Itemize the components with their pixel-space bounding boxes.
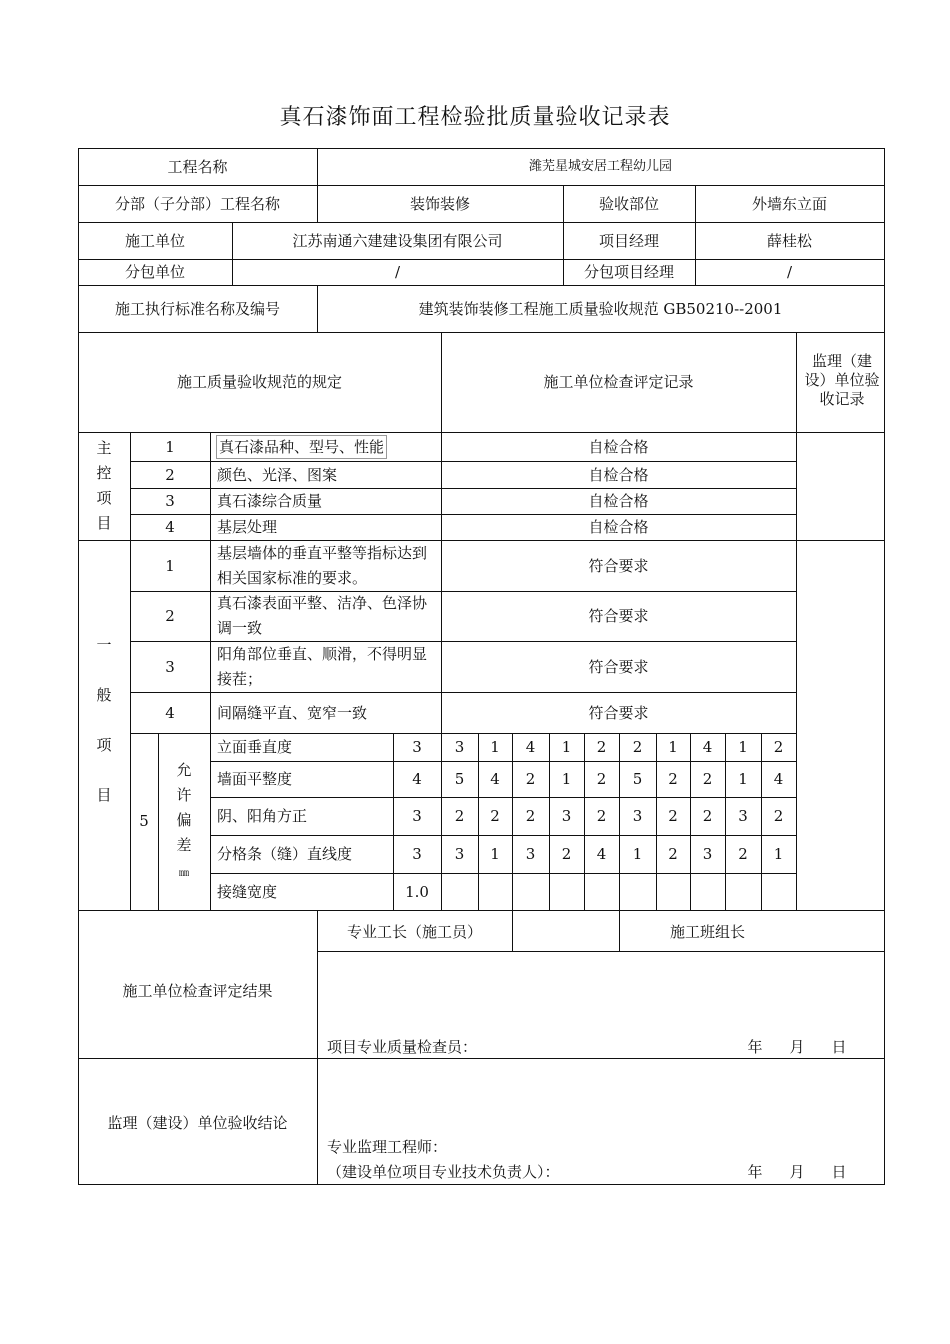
deviation-measured-value: 5 xyxy=(454,770,465,788)
deviation-measured-value: 2 xyxy=(738,845,748,863)
main-control-item-result: 自检合格 xyxy=(588,492,649,510)
project-name-value: 潍芜星城安居工程幼儿园 xyxy=(528,159,672,174)
deviation-measured-value: 1 xyxy=(561,770,572,788)
deviation-measured-value: 1 xyxy=(773,845,784,863)
date-day: 日 xyxy=(831,1038,847,1056)
general-item-no: 3 xyxy=(165,657,175,676)
deviation-measured-value: 3 xyxy=(454,845,465,863)
sub-manager-value: / xyxy=(786,263,793,281)
contractor-label: 施工单位 xyxy=(124,232,185,250)
date-month: 月 xyxy=(789,1038,805,1056)
date-year: 年 xyxy=(747,1038,763,1056)
grid-line xyxy=(130,733,797,734)
deviation-measured-value: 3 xyxy=(702,845,713,863)
deviation-row-name: 分格条（缝）直线度 xyxy=(217,845,353,863)
main-control-item-text: 颜色、光泽、图案 xyxy=(217,465,338,484)
main-control-item-no: 3 xyxy=(165,492,175,510)
main-control-item-result: 自检合格 xyxy=(588,465,649,484)
deviation-measured-value: 3 xyxy=(454,738,465,756)
main-control-item-result: 自检合格 xyxy=(588,518,649,536)
supervisor-conclusion-label: 监理（建设）单位验收结论 xyxy=(107,1114,288,1132)
grid-line xyxy=(210,432,211,734)
main-control-item-no: 1 xyxy=(165,437,175,456)
general-item-result: 符合要求 xyxy=(588,556,649,575)
deviation-measured-value: 2 xyxy=(596,807,607,825)
grid-line xyxy=(78,1184,885,1185)
sub-project-label: 分部（子分部）工程名称 xyxy=(114,195,280,213)
grid-line xyxy=(130,461,797,462)
grid-line xyxy=(78,148,885,149)
standard-label: 施工执行标准名称及编号 xyxy=(114,300,280,318)
deviation-measured-value: 3 xyxy=(525,845,536,863)
grid-line xyxy=(78,332,885,333)
grid-line xyxy=(317,951,885,952)
owner-representative-label: （建设单位项目专业技术负责人）： xyxy=(327,1163,560,1181)
deviation-measured-value: 4 xyxy=(525,738,536,756)
grid-line xyxy=(210,761,797,762)
subcontractor-value: / xyxy=(394,263,401,281)
deviation-row-name: 阴、阳角方正 xyxy=(217,807,308,825)
grid-line xyxy=(78,259,885,260)
deviation-measured-value: 2 xyxy=(668,845,678,863)
deviation-measured-value: 4 xyxy=(773,770,784,788)
grid-line xyxy=(78,285,885,286)
grid-line xyxy=(210,873,797,874)
allowed-deviation-label: 允许偏差 xyxy=(176,761,192,854)
general-item-text: 基层墙体的垂直平整等指标达到相关国家标准的要求。 xyxy=(217,543,428,587)
main-control-item-no: 4 xyxy=(165,518,175,536)
deviation-measured-value: 2 xyxy=(668,770,678,788)
deviation-measured-value: 2 xyxy=(525,807,536,825)
grid-line xyxy=(796,432,797,911)
main-control-item-text: 基层处理 xyxy=(217,518,278,536)
deviation-measured-value: 2 xyxy=(668,807,678,825)
deviation-measured-value: 3 xyxy=(561,807,572,825)
deviation-measured-value: 1 xyxy=(738,770,748,788)
general-item-no: 1 xyxy=(165,556,175,575)
deviation-measured-value: 2 xyxy=(596,770,607,788)
spec-column-header: 施工质量验收规范的规定 xyxy=(176,373,342,391)
deviation-measured-value: 1 xyxy=(561,738,572,756)
deviation-unit: ㎜ xyxy=(179,868,189,879)
deviation-measured-value: 2 xyxy=(632,738,643,756)
grid-line xyxy=(796,332,797,433)
general-items-label: 一般项目 xyxy=(96,636,112,804)
deviation-measured-value: 1 xyxy=(490,738,500,756)
main-control-label: 主控项目 xyxy=(96,439,112,532)
deviation-measured-value: 2 xyxy=(702,807,713,825)
deviation-allowed-value: 3 xyxy=(412,845,422,863)
standard-value: 建筑装饰装修工程施工质量验收规范 GB50210--2001 xyxy=(418,300,783,318)
contractor-result-label: 施工单位检查评定结果 xyxy=(122,982,273,1000)
deviation-allowed-value: 3 xyxy=(412,807,422,825)
deviation-measured-value: 2 xyxy=(773,738,784,756)
date-month: 月 xyxy=(789,1163,805,1181)
grid-line xyxy=(78,222,885,223)
grid-line xyxy=(78,185,885,186)
project-name-label: 工程名称 xyxy=(167,158,228,176)
deviation-item-no: 5 xyxy=(139,812,149,830)
manager-label: 项目经理 xyxy=(598,232,659,250)
grid-line xyxy=(78,1058,885,1059)
record-column-header: 施工单位检查评定记录 xyxy=(543,373,694,391)
deviation-measured-value: 4 xyxy=(702,738,713,756)
general-item-text: 真石漆表面平整、洁净、色泽协调一致 xyxy=(217,594,428,637)
grid-line xyxy=(130,488,797,489)
grid-line xyxy=(210,733,211,911)
supervisor-column-header: 监理（建设）单位验收记录 xyxy=(804,352,880,408)
manager-value: 薛桂松 xyxy=(766,232,812,250)
grid-line xyxy=(210,797,797,798)
sub-manager-label: 分包项目经理 xyxy=(583,263,674,281)
deviation-measured-value: 1 xyxy=(490,845,500,863)
grid-line xyxy=(130,692,797,693)
foreman-label: 专业工长（施工员） xyxy=(346,923,482,941)
main-control-item-text: 真石漆品种、型号、性能 xyxy=(219,437,385,456)
inspection-part-label: 验收部位 xyxy=(598,195,659,213)
deviation-row-name: 立面垂直度 xyxy=(217,738,293,756)
deviation-measured-value: 3 xyxy=(632,807,643,825)
grid-line xyxy=(130,514,797,515)
deviation-measured-value: 2 xyxy=(773,807,784,825)
deviation-measured-value: 2 xyxy=(525,770,536,788)
deviation-measured-value: 2 xyxy=(490,807,500,825)
contractor-value: 江苏南通六建建设集团有限公司 xyxy=(292,232,503,250)
general-item-result: 符合要求 xyxy=(588,703,649,722)
deviation-measured-value: 4 xyxy=(490,770,500,788)
grid-line xyxy=(210,835,797,836)
main-control-item-text: 真石漆综合质量 xyxy=(217,492,323,510)
general-item-text: 阳角部位垂直、顺滑，不得明显接茬； xyxy=(217,644,428,688)
general-item-result: 符合要求 xyxy=(588,607,649,625)
qc-inspector-label: 项目专业质量检查员： xyxy=(327,1038,478,1056)
sub-project-value: 装饰装修 xyxy=(409,195,470,213)
deviation-row-name: 接缝宽度 xyxy=(217,882,278,901)
deviation-measured-value: 1 xyxy=(738,738,748,756)
deviation-allowed-value: 4 xyxy=(412,770,422,788)
date-day: 日 xyxy=(831,1163,847,1181)
deviation-row-name: 墙面平整度 xyxy=(217,770,293,788)
deviation-measured-value: 2 xyxy=(454,807,465,825)
general-item-no: 2 xyxy=(165,607,175,625)
deviation-measured-value: 1 xyxy=(668,738,678,756)
page-title: 真石漆饰面工程检验批质量验收记录表 xyxy=(279,105,671,130)
general-item-text: 间隔缝平直、宽窄一致 xyxy=(217,703,368,722)
subcontractor-label: 分包单位 xyxy=(124,263,185,281)
grid-line xyxy=(78,910,885,911)
grid-line xyxy=(884,148,885,1185)
grid-line xyxy=(78,540,885,541)
inspection-part-value: 外墙东立面 xyxy=(751,195,827,213)
deviation-measured-value: 1 xyxy=(632,845,643,863)
deviation-allowed-value: 3 xyxy=(412,738,422,756)
date-year: 年 xyxy=(747,1163,763,1181)
grid-line xyxy=(78,432,885,433)
grid-line xyxy=(512,910,513,952)
general-item-result: 符合要求 xyxy=(588,657,649,676)
deviation-measured-value: 2 xyxy=(561,845,572,863)
main-control-item-result: 自检合格 xyxy=(588,437,649,456)
inspection-form-table xyxy=(78,148,884,1184)
general-item-no: 4 xyxy=(165,703,175,722)
deviation-allowed-value: 1.0 xyxy=(405,882,429,901)
deviation-measured-value: 2 xyxy=(702,770,713,788)
team-leader-label: 施工班组长 xyxy=(669,923,745,941)
deviation-measured-value: 4 xyxy=(596,845,607,863)
supervising-engineer-label: 专业监理工程师： xyxy=(327,1138,448,1156)
grid-line xyxy=(158,733,159,911)
deviation-measured-value: 2 xyxy=(596,738,607,756)
deviation-measured-value: 3 xyxy=(738,807,748,825)
deviation-measured-value: 5 xyxy=(632,770,643,788)
main-control-item-no: 2 xyxy=(165,465,175,484)
